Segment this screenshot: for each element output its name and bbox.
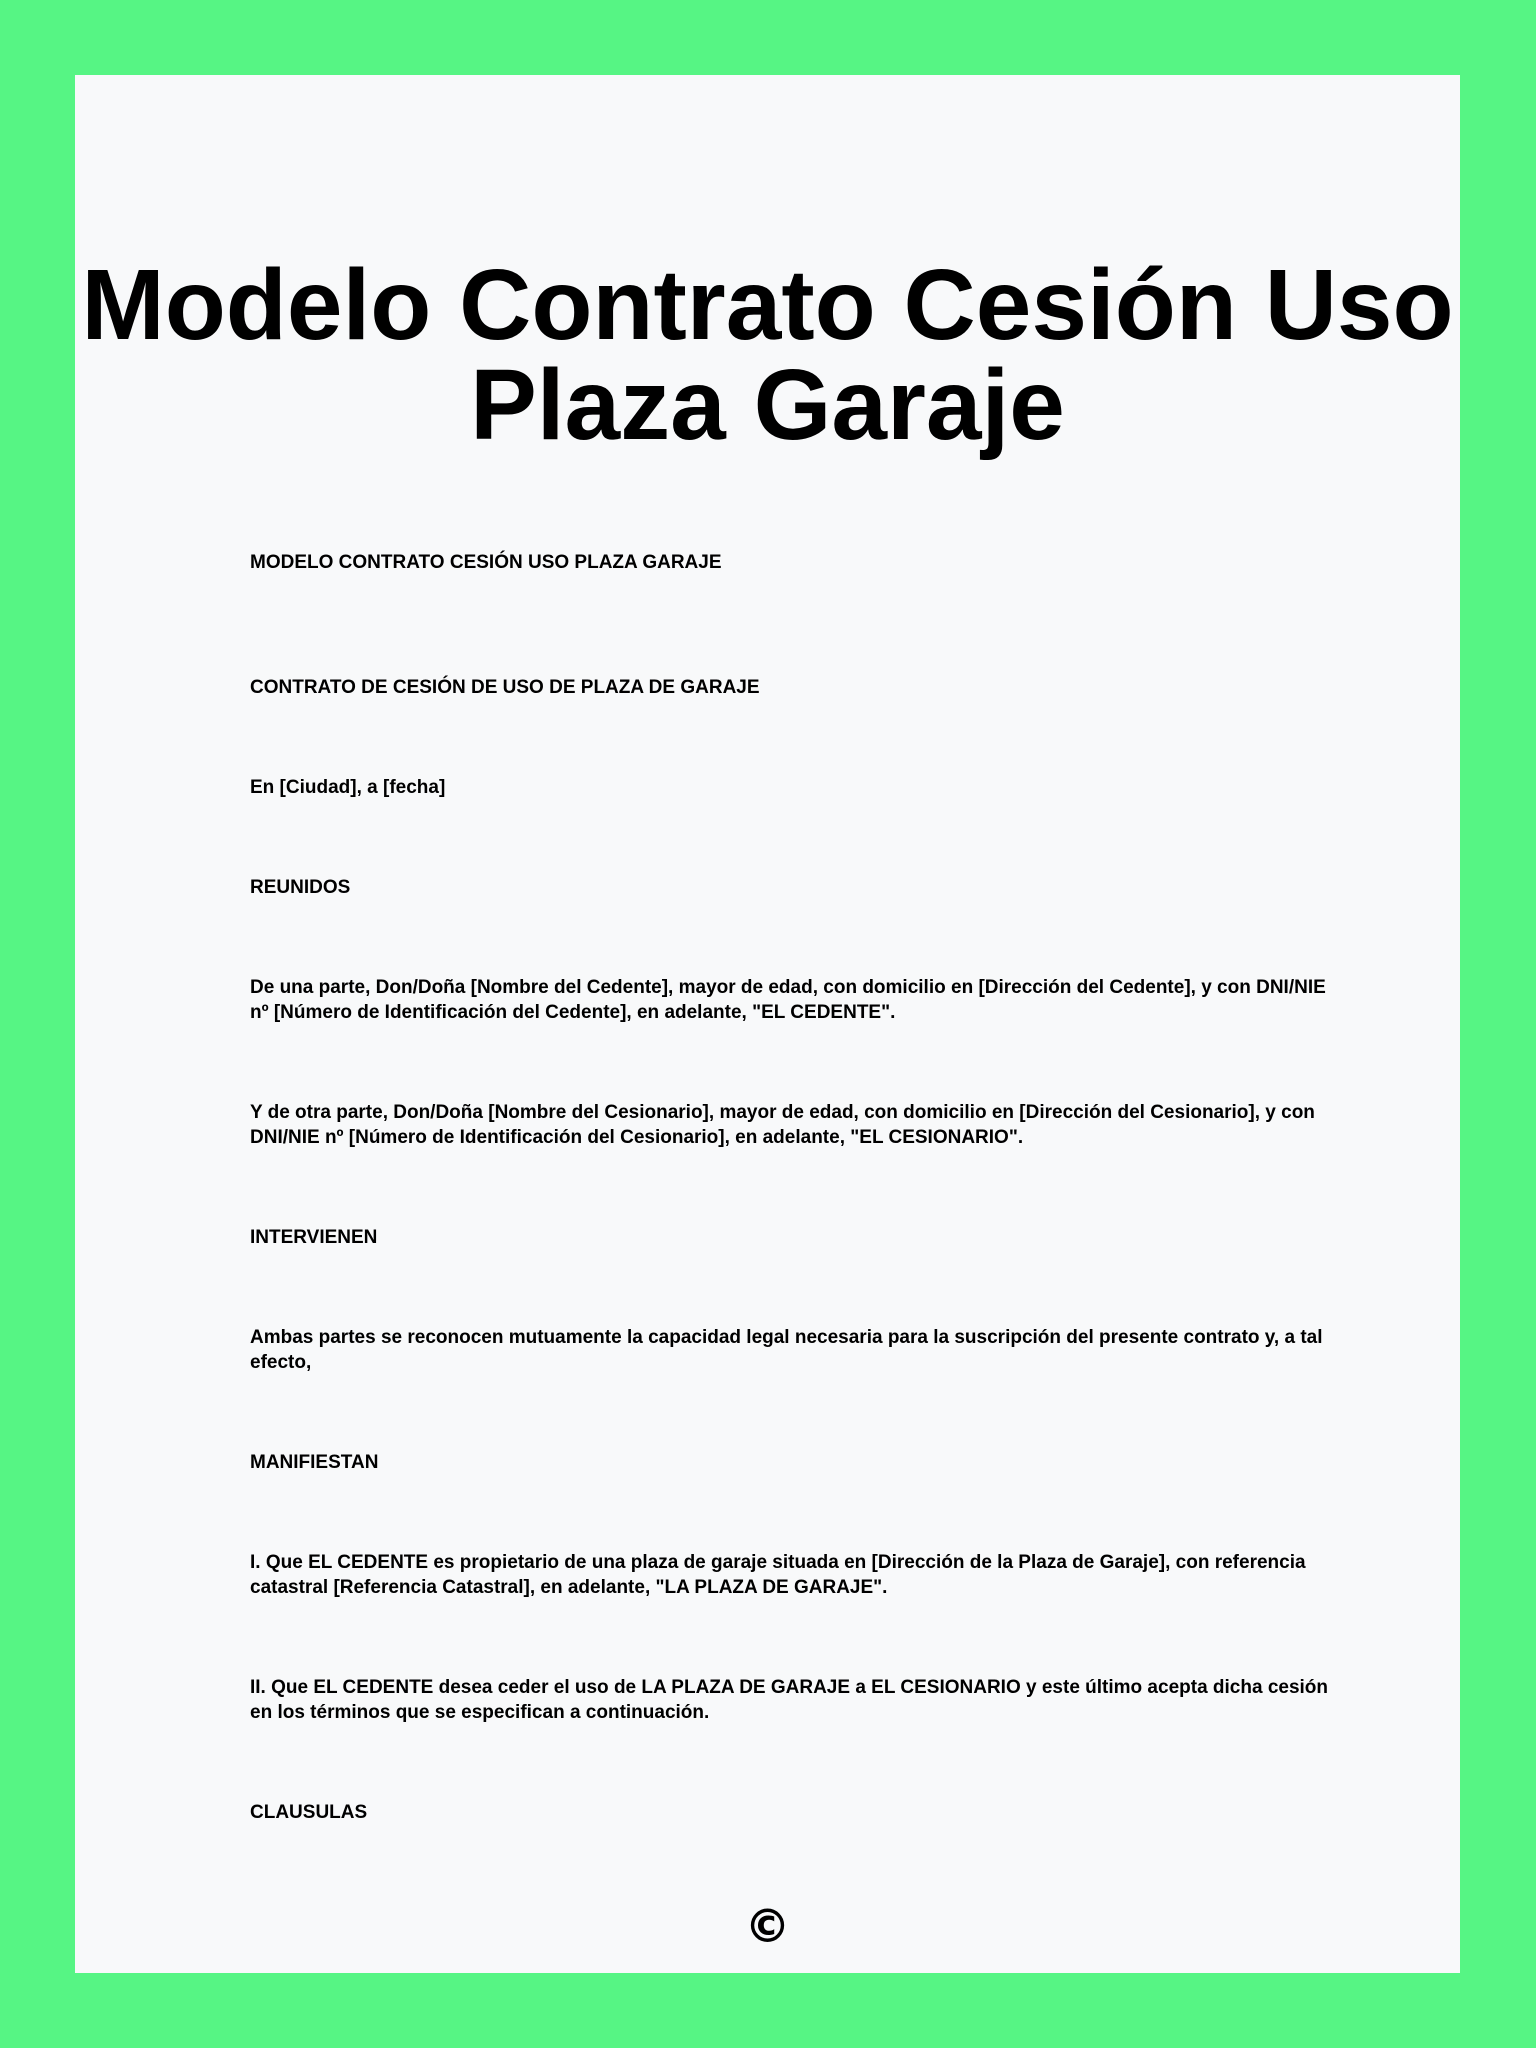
- paragraph-manifiesto-1: I. Que EL CEDENTE es propietario de una plaza de garaje situada en [Dirección de la Plaza de Garaje], con referencia catastral [Referencia Catastral], en adelante, "LA PLAZA DE GARAJE".: [250, 1552, 1306, 1598]
- heading-clausulas: CLAUSULAS: [250, 1802, 368, 1823]
- heading-model-contract: MODELO CONTRATO CESIÓN USO PLAZA GARAJE: [250, 552, 722, 573]
- place-date-line: En [Ciudad], a [fecha]: [250, 777, 446, 798]
- heading-reunidos: REUNIDOS: [250, 877, 351, 898]
- paragraph-cesionario: Y de otra parte, Don/Doña [Nombre del Cesionario], mayor de edad, con domicilio en [Dirección del Cesionario], y con DNI/NIE nº [Número de Identificación del Cesionario], en adelante, "EL CESIONARIO".: [250, 1102, 1315, 1148]
- copyright-icon: ©: [744, 1899, 791, 1953]
- heading-contract-title: CONTRATO DE CESIÓN DE USO DE PLAZA DE GARAJE: [250, 677, 760, 698]
- heading-manifiestan: MANIFIESTAN: [250, 1452, 379, 1473]
- paragraph-cedente: De una parte, Don/Doña [Nombre del Cedente], mayor de edad, con domicilio en [Dirección del Cedente], y con DNI/NIE nº [Número de Identificación del Cedente], en adelante, "EL CEDENTE".: [250, 977, 1326, 1023]
- heading-intervienen: INTERVIENEN: [250, 1227, 378, 1248]
- paragraph-capacidad-legal: Ambas partes se reconocen mutuamente la capacidad legal necesaria para la suscripción del presente contrato y, a tal efecto,: [250, 1327, 1323, 1373]
- document-page: [75, 75, 1460, 1973]
- paragraph-manifiesto-2: II. Que EL CEDENTE desea ceder el uso de LA PLAZA DE GARAJE a EL CESIONARIO y este último acepta dicha cesión en los términos que se especifican a continuación.: [250, 1677, 1329, 1723]
- document-title: Modelo Contrato Cesión Uso Plaza Garaje: [81, 249, 1454, 461]
